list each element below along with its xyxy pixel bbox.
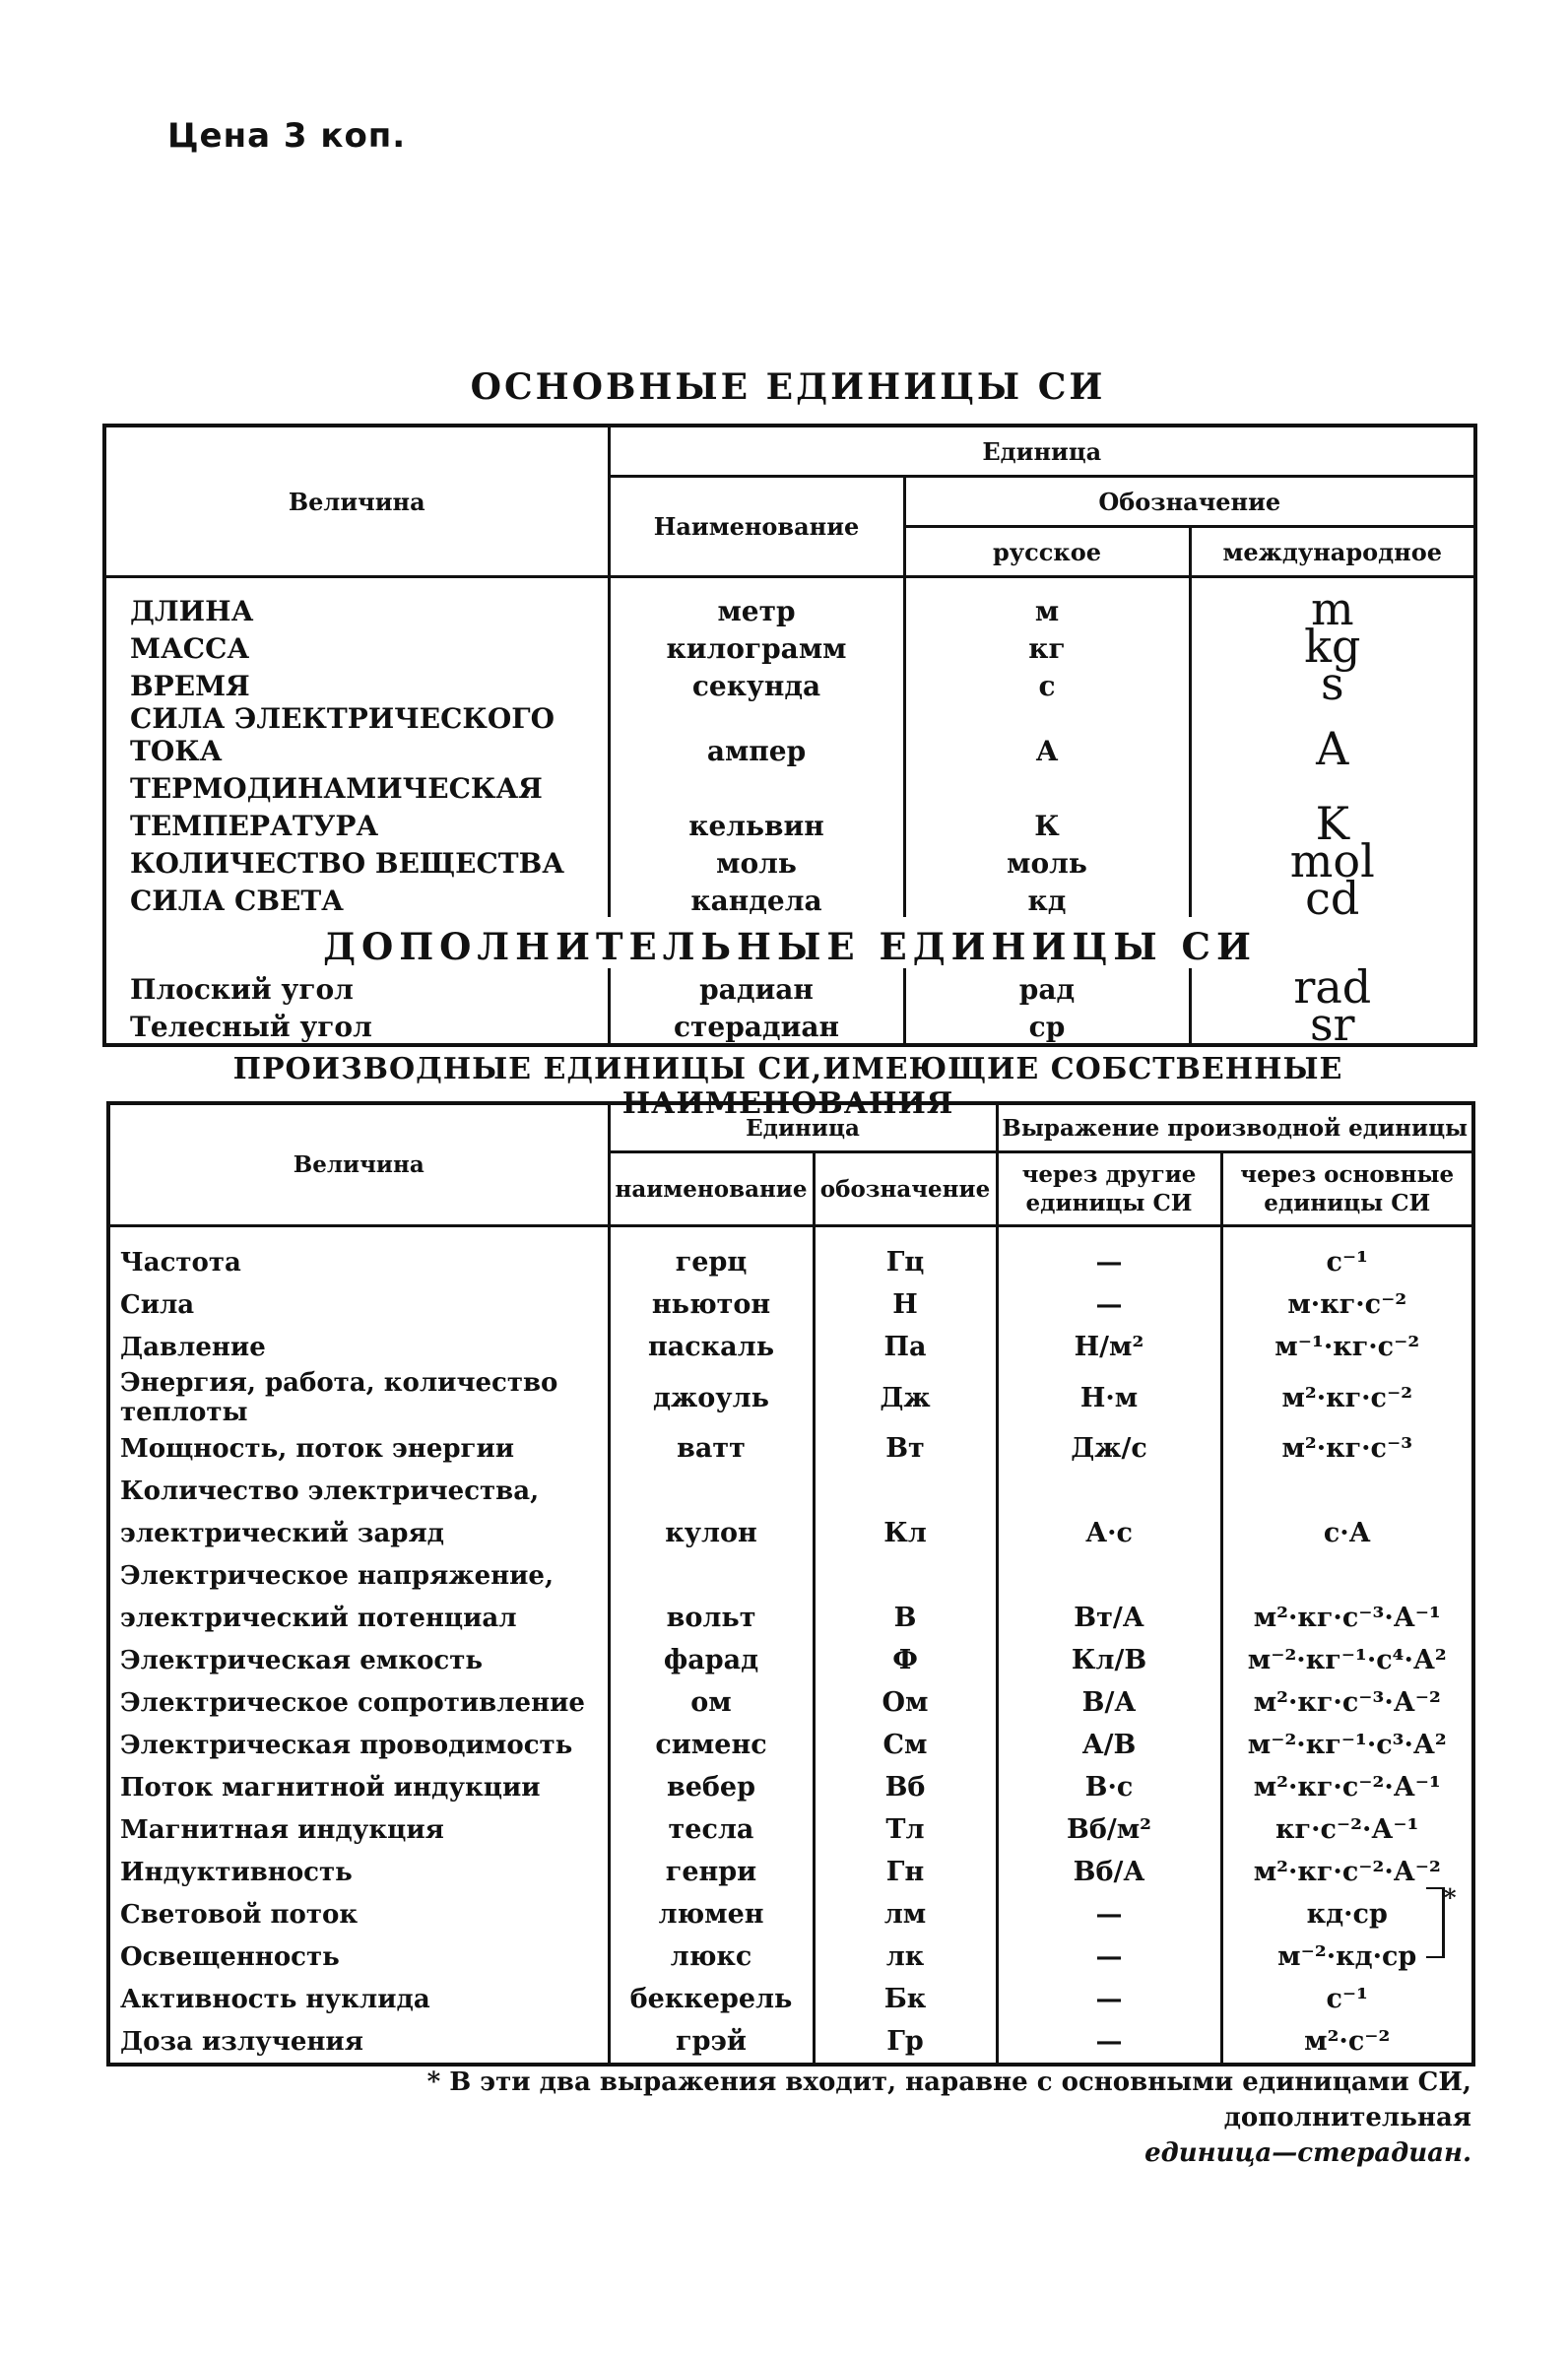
table-row [104,880,1475,917]
via-basic-units-cell: с⁻¹ [1221,1978,1473,2020]
quantity-cell: Поток магнитной индукции [120,1772,541,1803]
via-other-units-cell [997,1470,1221,1512]
international-symbol-cell: A [1190,702,1475,767]
via-other-units-cell: — [997,1936,1221,1978]
via-basic-units-cell [1221,1470,1473,1512]
russian-symbol-cell: рад [904,968,1190,1006]
table-row [104,702,1475,767]
table-row [104,665,1475,702]
quantity-cell: Сила [120,1289,195,1320]
via-basic-units-cell: м⁻¹·кг·с⁻² [1221,1326,1473,1368]
international-symbol-cell: m [1190,577,1475,628]
table-row [108,1639,1473,1681]
international-symbol-cell: K [1190,805,1475,842]
table-row [108,1470,1473,1512]
quantity-cell: ТЕМПЕРАТУРА [130,810,379,842]
unit-name-cell: секунда [609,665,904,702]
unit-name-cell: радиан [609,968,904,1006]
unit-name-cell: ньютон [609,1283,814,1326]
via-other-units-cell: — [997,1283,1221,1326]
supplementary-units-title: ДОПОЛНИТЕЛЬНЫЕ ЕДИНИЦЫ СИ [323,925,1257,968]
unit-name-cell: кандела [609,880,904,917]
quantity-cell: Доза излучения [120,2026,363,2057]
col-header-international: международное [1190,527,1475,577]
quantity-cell: СИЛА ЭЛЕКТРИЧЕСКОГО ТОКА [130,702,555,767]
via-basic-units-cell: м⁻²·кг⁻¹·с⁴·А² [1221,1639,1473,1681]
unit-name-cell: люкс [609,1936,814,1978]
symbol-cell: Ф [814,1639,997,1681]
russian-symbol-cell: кг [904,627,1190,665]
symbol-cell: В [814,1597,997,1639]
via-other-units-cell: В·с [997,1766,1221,1808]
quantity-cell: Энергия, работа, количество теплоты [120,1368,558,1427]
via-basic-units-cell: м⁻²·кд·ср [1221,1936,1473,1978]
quantity-cell: ВРЕМЯ [130,670,250,702]
quantity-cell: КОЛИЧЕСТВО ВЕЩЕСТВА [130,847,565,880]
footnote-line-2: единица—стерадиан. [1144,2138,1471,2168]
symbol-cell: Бк [814,1978,997,2020]
col-header-via-other: через другие единицы СИ [997,1152,1221,1226]
via-other-units-cell: — [997,1893,1221,1936]
derived-units-table [106,1101,1475,2067]
basic-units-table [102,424,1477,1051]
russian-symbol-cell: А [904,702,1190,767]
table-row [108,1936,1473,1978]
international-symbol-cell: cd [1190,880,1475,917]
table-row [108,1554,1473,1597]
quantity-cell: Электрическое напряжение, [120,1560,555,1591]
unit-name-cell: ватт [609,1427,814,1470]
symbol-cell: Гн [814,1851,997,1893]
unit-name-cell: метр [609,577,904,628]
unit-name-cell: вольт [609,1597,814,1639]
symbol-cell: См [814,1724,997,1766]
unit-name-cell [609,767,904,805]
footnote-line-1: * В эти два выражения входит, наравне с основными единицами СИ, дополнительная [426,2067,1471,2132]
quantity-cell: СИЛА СВЕТА [130,885,344,917]
symbol-cell: Вт [814,1427,997,1470]
table-row [104,767,1475,805]
unit-name-cell: моль [609,842,904,880]
table-row [108,1681,1473,1724]
supplementary-header-row [104,917,1475,968]
table-row [104,842,1475,880]
via-other-units-cell: А/В [997,1724,1221,1766]
russian-symbol-cell: ср [904,1006,1190,1045]
quantity-cell: Электрическая проводимость [120,1730,573,1760]
quantity-cell: Давление [120,1332,266,1362]
quantity-cell: электрический потенциал [120,1603,517,1633]
quantity-cell: Плоский угол [130,973,354,1006]
quantity-cell: МАССА [130,632,250,665]
table-row [108,1226,1473,1284]
unit-name-cell: килограмм [609,627,904,665]
col-header-designation: Обозначение [904,477,1475,527]
table-row [108,1283,1473,1326]
via-basic-units-cell: кд·ср [1221,1893,1473,1936]
symbol-cell: Вб [814,1766,997,1808]
via-other-units-cell [997,1554,1221,1597]
via-other-units-cell: Н/м² [997,1326,1221,1368]
via-other-units-cell: А·с [997,1512,1221,1554]
unit-name-cell: фарад [609,1639,814,1681]
quantity-cell: Количество электричества, [120,1476,540,1506]
via-basic-units-cell: кг·с⁻²·А⁻¹ [1221,1808,1473,1851]
col-header-unit: Единица [609,1103,997,1152]
table-row [108,1427,1473,1470]
table-row [108,1326,1473,1368]
symbol-cell: Кл [814,1512,997,1554]
via-other-units-cell: В/А [997,1681,1221,1724]
col-header-expression: Выражение производной единицы [997,1103,1473,1152]
table-row [104,968,1475,1006]
quantity-cell: Активность нуклида [120,1984,430,2014]
via-basic-units-cell [1221,1554,1473,1597]
unit-name-cell [609,1554,814,1597]
quantity-cell: Освещенность [120,1941,340,1972]
via-basic-units-cell: м·кг·с⁻² [1221,1283,1473,1326]
symbol-cell [814,1470,997,1512]
table-row [104,577,1475,628]
col-header-via-basic: через основные единицы СИ [1221,1152,1473,1226]
international-symbol-cell: kg [1190,627,1475,665]
via-other-units-cell: — [997,1978,1221,2020]
via-basic-units-cell: с·А [1221,1512,1473,1554]
unit-name-cell: тесла [609,1808,814,1851]
russian-symbol-cell: с [904,665,1190,702]
symbol-cell: Гц [814,1226,997,1284]
symbol-cell: Н [814,1283,997,1326]
via-basic-units-cell: м²·кг·с⁻³ [1221,1427,1473,1470]
unit-name-cell: люмен [609,1893,814,1936]
via-other-units-cell: Вб/м² [997,1808,1221,1851]
unit-name-cell: ом [609,1681,814,1724]
symbol-cell: Гр [814,2020,997,2065]
quantity-cell: Телесный угол [130,1011,372,1043]
footnote-marker: * [1444,1883,1457,1912]
unit-name-cell: герц [609,1226,814,1284]
col-header-russian: русское [904,527,1190,577]
quantity-cell: Электрическое сопротивление [120,1687,585,1718]
via-basic-units-cell: м²·кг·с⁻³·А⁻² [1221,1681,1473,1724]
quantity-cell: электрический заряд [120,1518,445,1548]
via-basic-units-cell: м²·кг·с⁻²·А⁻² [1221,1851,1473,1893]
symbol-cell: Тл [814,1808,997,1851]
price-label: Цена 3 коп. [167,116,407,156]
table-row [108,1597,1473,1639]
table-row [108,1808,1473,1851]
unit-name-cell: генри [609,1851,814,1893]
unit-name-cell: кулон [609,1512,814,1554]
via-basic-units-cell: м²·кг·с⁻² [1221,1368,1473,1427]
international-symbol-cell: sr [1190,1006,1475,1045]
russian-symbol-cell: моль [904,842,1190,880]
via-other-units-cell: Н·м [997,1368,1221,1427]
table-row [108,1766,1473,1808]
symbol-cell: Па [814,1326,997,1368]
via-basic-units-cell: м²·кг·с⁻²·А⁻¹ [1221,1766,1473,1808]
table-row [108,1893,1473,1936]
quantity-cell: ТЕРМОДИНАМИЧЕСКАЯ [130,772,543,805]
col-header-name: Наименование [609,477,904,577]
col-header-quantity: Величина [108,1103,609,1226]
col-header-unit: Единица [609,426,1475,477]
quantity-cell: Электрическая емкость [120,1645,484,1675]
via-other-units-cell: Кл/В [997,1639,1221,1681]
unit-name-cell: джоуль [609,1368,814,1427]
unit-name-cell: стерадиан [609,1006,904,1045]
russian-symbol-cell: К [904,805,1190,842]
unit-name-cell: грэй [609,2020,814,2065]
unit-name-cell [609,1470,814,1512]
via-basic-units-cell: м²·кг·с⁻³·А⁻¹ [1221,1597,1473,1639]
international-symbol-cell: rad [1190,968,1475,1006]
symbol-cell: лк [814,1936,997,1978]
table-row [104,1006,1475,1045]
symbol-cell: Ом [814,1681,997,1724]
international-symbol-cell: mol [1190,842,1475,880]
russian-symbol-cell: кд [904,880,1190,917]
via-other-units-cell: — [997,1226,1221,1284]
quantity-cell: Частота [120,1247,241,1278]
col-header-quantity: Величина [104,426,609,577]
via-basic-units-cell: м²·с⁻² [1221,2020,1473,2065]
unit-name-cell: ампер [609,702,904,767]
russian-symbol-cell: м [904,577,1190,628]
col-header-name: наименование [609,1152,814,1226]
quantity-cell: Индуктивность [120,1857,353,1887]
unit-name-cell: кельвин [609,805,904,842]
via-basic-units-cell: с⁻¹ [1221,1226,1473,1284]
unit-name-cell: паскаль [609,1326,814,1368]
unit-name-cell: вебер [609,1766,814,1808]
symbol-cell: лм [814,1893,997,1936]
basic-units-title: ОСНОВНЫЕ ЕДИНИЦЫ СИ [470,366,1106,408]
footnote [286,2065,1471,2171]
via-other-units-cell: Вб/А [997,1851,1221,1893]
quantity-cell: Магнитная индукция [120,1814,444,1845]
table-row [108,2020,1473,2065]
russian-symbol-cell [904,767,1190,805]
footnote-brace [1426,1887,1445,1958]
table-row [108,1724,1473,1766]
col-header-designation: обозначение [814,1152,997,1226]
unit-name-cell: сименс [609,1724,814,1766]
via-other-units-cell: Дж/с [997,1427,1221,1470]
quantity-cell: Мощность, поток энергии [120,1433,515,1464]
table-row [104,805,1475,842]
quantity-cell: ДЛИНА [130,595,254,627]
derived-units-title: ПРОИЗВОДНЫЕ ЕДИНИЦЫ СИ,ИМЕЮЩИЕ СОБСТВЕННЫЕ НАИМЕНОВАНИЯ [232,1052,1343,1121]
table-row [108,1851,1473,1893]
quantity-cell: Световой поток [120,1899,359,1930]
via-other-units-cell: — [997,2020,1221,2065]
symbol-cell [814,1554,997,1597]
table-row [108,1512,1473,1554]
symbol-cell: Дж [814,1368,997,1427]
table-row [108,1368,1473,1427]
via-other-units-cell: Вт/А [997,1597,1221,1639]
unit-name-cell: беккерель [609,1978,814,2020]
international-symbol-cell: s [1190,665,1475,702]
via-basic-units-cell: м⁻²·кг⁻¹·с³·А² [1221,1724,1473,1766]
table-row [108,1978,1473,2020]
table-row [104,627,1475,665]
